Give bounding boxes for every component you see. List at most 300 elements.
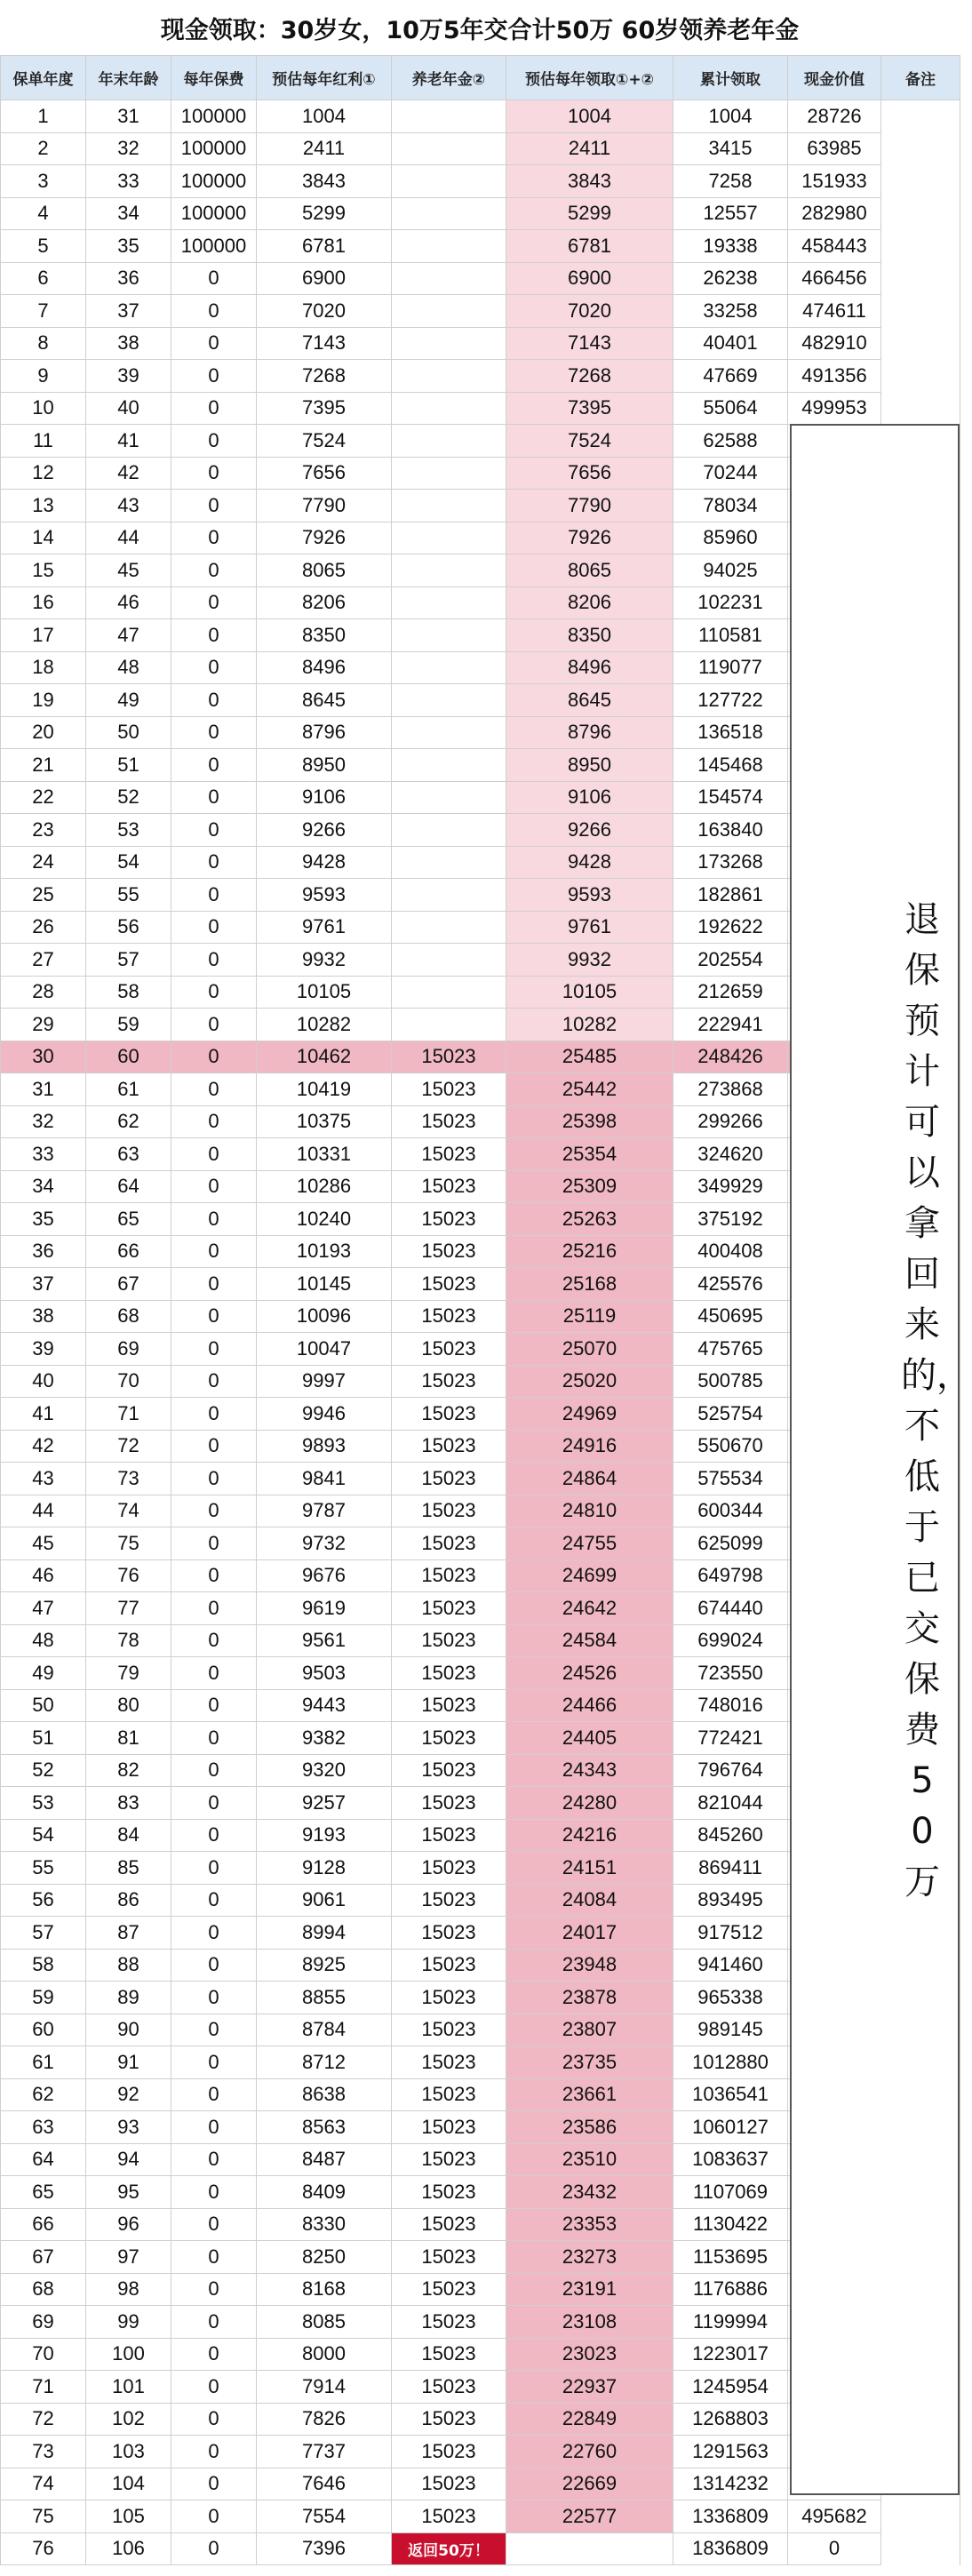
cell-pension: 15023 xyxy=(392,1819,506,1852)
cell-annual-total: 24969 xyxy=(506,1398,673,1431)
cell-premium: 0 xyxy=(171,2143,257,2176)
cell-dividend: 8855 xyxy=(257,1982,392,2014)
cell-pension: 15023 xyxy=(392,1527,506,1560)
cell-age: 73 xyxy=(86,1463,171,1495)
cell-annual-total: 9761 xyxy=(506,911,673,944)
cell-dividend: 9266 xyxy=(257,814,392,847)
cell-cumulative: 699024 xyxy=(673,1624,788,1657)
cell-annual-total xyxy=(506,2532,673,2565)
cell-dividend: 9893 xyxy=(257,1430,392,1463)
cell-cumulative: 450695 xyxy=(673,1300,788,1333)
cell-cash-value: 474611 xyxy=(788,295,881,328)
cell-premium: 0 xyxy=(171,457,257,490)
cell-cumulative: 1083637 xyxy=(673,2143,788,2176)
cell-annual-total: 25070 xyxy=(506,1333,673,1366)
cell-premium: 0 xyxy=(171,392,257,425)
cell-age: 89 xyxy=(86,1982,171,2014)
cell-policy-year: 18 xyxy=(1,651,86,684)
cell-policy-year: 71 xyxy=(1,2371,86,2404)
cell-cumulative: 3415 xyxy=(673,132,788,165)
cell-dividend: 10145 xyxy=(257,1268,392,1301)
cell-pension: 15023 xyxy=(392,2403,506,2436)
cell-policy-year: 32 xyxy=(1,1105,86,1138)
cell-premium: 0 xyxy=(171,846,257,879)
cell-annual-total: 24526 xyxy=(506,1657,673,1690)
cell-pension: 15023 xyxy=(392,1398,506,1431)
cell-annual-total: 25263 xyxy=(506,1203,673,1236)
cell-premium: 0 xyxy=(171,2046,257,2079)
cell-policy-year: 74 xyxy=(1,2468,86,2500)
cell-premium: 0 xyxy=(171,684,257,717)
cell-annual-total: 22669 xyxy=(506,2468,673,2500)
cell-annual-total: 24584 xyxy=(506,1624,673,1657)
cell-pension: 15023 xyxy=(392,1138,506,1171)
cell-age: 71 xyxy=(86,1398,171,1431)
cell-pension xyxy=(392,197,506,230)
cell-annual-total: 25216 xyxy=(506,1235,673,1268)
cell-policy-year: 35 xyxy=(1,1203,86,1236)
cell-dividend: 8000 xyxy=(257,2338,392,2371)
cell-cumulative: 1836809 xyxy=(673,2532,788,2565)
cell-cumulative: 941460 xyxy=(673,1949,788,1982)
cell-age: 32 xyxy=(86,132,171,165)
cell-premium: 0 xyxy=(171,1041,257,1073)
cell-policy-year: 58 xyxy=(1,1949,86,1982)
cell-annual-total: 23948 xyxy=(506,1949,673,1982)
cell-pension xyxy=(392,651,506,684)
cell-dividend: 8496 xyxy=(257,651,392,684)
cell-cumulative: 324620 xyxy=(673,1138,788,1171)
cell-dividend: 10105 xyxy=(257,976,392,1009)
cell-cumulative: 47669 xyxy=(673,360,788,393)
cell-policy-year: 48 xyxy=(1,1624,86,1657)
cell-age: 100 xyxy=(86,2338,171,2371)
cell-age: 76 xyxy=(86,1559,171,1592)
cell-premium: 100000 xyxy=(171,197,257,230)
cell-annual-total: 7656 xyxy=(506,457,673,490)
cell-annual-total: 22937 xyxy=(506,2371,673,2404)
cell-pension xyxy=(392,425,506,458)
cell-pension: 15023 xyxy=(392,1430,506,1463)
cell-dividend: 9503 xyxy=(257,1657,392,1690)
cell-dividend: 10282 xyxy=(257,1009,392,1041)
cell-premium: 0 xyxy=(171,1884,257,1917)
cell-cash-value: 499953 xyxy=(788,392,881,425)
cell-cumulative: 222941 xyxy=(673,1009,788,1041)
cell-age: 103 xyxy=(86,2436,171,2468)
cell-dividend: 8994 xyxy=(257,1917,392,1950)
cell-pension xyxy=(392,846,506,879)
cell-pension: 15023 xyxy=(392,1657,506,1690)
cell-pension xyxy=(392,262,506,295)
cell-remarks xyxy=(881,230,960,263)
cell-cumulative: 173268 xyxy=(673,846,788,879)
cell-premium: 100000 xyxy=(171,230,257,263)
cell-cumulative: 1336809 xyxy=(673,2500,788,2533)
cell-dividend: 9932 xyxy=(257,944,392,977)
cell-remarks xyxy=(881,327,960,360)
cell-age: 75 xyxy=(86,1527,171,1560)
cell-policy-year: 67 xyxy=(1,2241,86,2274)
cell-pension: 15023 xyxy=(392,1073,506,1106)
cell-premium: 0 xyxy=(171,1170,257,1203)
cell-premium: 0 xyxy=(171,2436,257,2468)
cell-policy-year: 7 xyxy=(1,295,86,328)
cell-premium: 0 xyxy=(171,1009,257,1041)
cell-annual-total: 7524 xyxy=(506,425,673,458)
cell-cumulative: 1107069 xyxy=(673,2176,788,2209)
cell-annual-total: 24699 xyxy=(506,1559,673,1592)
cell-annual-total: 24466 xyxy=(506,1689,673,1722)
cell-premium: 0 xyxy=(171,716,257,749)
cell-cumulative: 102231 xyxy=(673,586,788,619)
cell-annual-total: 7268 xyxy=(506,360,673,393)
cell-age: 64 xyxy=(86,1170,171,1203)
cell-dividend: 8950 xyxy=(257,749,392,782)
cell-cumulative: 12557 xyxy=(673,197,788,230)
cell-dividend: 1004 xyxy=(257,100,392,133)
cell-age: 33 xyxy=(86,165,171,198)
cell-annual-total: 24916 xyxy=(506,1430,673,1463)
cell-age: 102 xyxy=(86,2403,171,2436)
cell-dividend: 8784 xyxy=(257,2014,392,2046)
cell-pension xyxy=(392,716,506,749)
cell-premium: 0 xyxy=(171,1073,257,1106)
cell-annual-total: 23191 xyxy=(506,2273,673,2306)
cell-pension: 15023 xyxy=(392,1170,506,1203)
cell-premium: 0 xyxy=(171,1300,257,1333)
cell-age: 67 xyxy=(86,1268,171,1301)
cell-annual-total: 25442 xyxy=(506,1073,673,1106)
cell-age: 80 xyxy=(86,1689,171,1722)
cell-policy-year: 21 xyxy=(1,749,86,782)
cell-cumulative: 154574 xyxy=(673,781,788,814)
cell-age: 35 xyxy=(86,230,171,263)
cell-pension: 15023 xyxy=(392,2371,506,2404)
cell-age: 92 xyxy=(86,2078,171,2111)
cell-annual-total: 22577 xyxy=(506,2500,673,2533)
cell-policy-year: 27 xyxy=(1,944,86,977)
cell-age: 106 xyxy=(86,2532,171,2565)
cell-pension: 15023 xyxy=(392,1268,506,1301)
cell-cumulative: 965338 xyxy=(673,1982,788,2014)
cell-policy-year: 76 xyxy=(1,2532,86,2565)
cell-policy-year: 53 xyxy=(1,1787,86,1820)
cell-pension: 15023 xyxy=(392,2306,506,2339)
cell-annual-total: 2411 xyxy=(506,132,673,165)
cell-policy-year: 17 xyxy=(1,619,86,652)
cell-dividend: 7143 xyxy=(257,327,392,360)
cell-premium: 0 xyxy=(171,1657,257,1690)
cell-annual-total: 23661 xyxy=(506,2078,673,2111)
cell-pension: 15023 xyxy=(392,2176,506,2209)
cell-premium: 0 xyxy=(171,1138,257,1171)
cell-dividend: 9128 xyxy=(257,1852,392,1885)
cell-pension: 15023 xyxy=(392,1852,506,1885)
cell-age: 53 xyxy=(86,814,171,847)
cell-pension: 15023 xyxy=(392,1235,506,1268)
cell-age: 95 xyxy=(86,2176,171,2209)
cell-premium: 0 xyxy=(171,2078,257,2111)
cell-pension: 15023 xyxy=(392,2500,506,2533)
cell-annual-total: 22849 xyxy=(506,2403,673,2436)
cell-dividend: 9061 xyxy=(257,1884,392,1917)
cell-premium: 0 xyxy=(171,814,257,847)
cell-annual-total: 8796 xyxy=(506,716,673,749)
cell-annual-total: 24642 xyxy=(506,1592,673,1625)
cell-remarks xyxy=(881,295,960,328)
cell-policy-year: 31 xyxy=(1,1073,86,1106)
cell-cumulative: 33258 xyxy=(673,295,788,328)
cell-dividend: 8563 xyxy=(257,2111,392,2144)
cell-dividend: 10286 xyxy=(257,1170,392,1203)
cell-dividend: 7737 xyxy=(257,2436,392,2468)
cell-pension: 15023 xyxy=(392,1559,506,1592)
cell-remarks xyxy=(881,132,960,165)
cell-pension: 15023 xyxy=(392,1949,506,1982)
cell-remarks xyxy=(881,360,960,393)
cell-policy-year: 9 xyxy=(1,360,86,393)
cell-policy-year: 47 xyxy=(1,1592,86,1625)
cell-cumulative: 1314232 xyxy=(673,2468,788,2500)
cell-cash-value: 0 xyxy=(788,2532,881,2565)
cell-annual-total: 23273 xyxy=(506,2241,673,2274)
cell-premium: 0 xyxy=(171,490,257,522)
cell-age: 77 xyxy=(86,1592,171,1625)
cell-dividend: 7395 xyxy=(257,392,392,425)
cell-cash-value: 151933 xyxy=(788,165,881,198)
cell-pension xyxy=(392,911,506,944)
cell-pension: 15023 xyxy=(392,1203,506,1236)
cell-policy-year: 75 xyxy=(1,2500,86,2533)
cell-premium: 0 xyxy=(171,360,257,393)
remarks-note-box xyxy=(790,424,972,2495)
cell-age: 47 xyxy=(86,619,171,652)
cell-cumulative: 400408 xyxy=(673,1235,788,1268)
cell-cumulative: 136518 xyxy=(673,716,788,749)
remarks-note: 退保预计可以拿回来的，不低于已交保费50万 xyxy=(901,899,972,1902)
cell-cumulative: 1036541 xyxy=(673,2078,788,2111)
cell-annual-total: 23735 xyxy=(506,2046,673,2079)
cell-cumulative: 625099 xyxy=(673,1527,788,1560)
cell-annual-total: 23432 xyxy=(506,2176,673,2209)
cell-pension xyxy=(392,684,506,717)
cell-pension: 15023 xyxy=(392,1592,506,1625)
cell-dividend: 9257 xyxy=(257,1787,392,1820)
table-row xyxy=(1,197,960,230)
cell-cumulative: 772421 xyxy=(673,1722,788,1755)
cell-policy-year: 51 xyxy=(1,1722,86,1755)
cell-dividend: 2411 xyxy=(257,132,392,165)
cell-policy-year: 69 xyxy=(1,2306,86,2339)
cell-age: 101 xyxy=(86,2371,171,2404)
cell-dividend: 7554 xyxy=(257,2500,392,2533)
cell-premium: 0 xyxy=(171,2468,257,2500)
cell-annual-total: 25309 xyxy=(506,1170,673,1203)
cell-dividend: 9841 xyxy=(257,1463,392,1495)
cell-cumulative: 1199994 xyxy=(673,2306,788,2339)
cell-policy-year: 33 xyxy=(1,1138,86,1171)
cell-age: 88 xyxy=(86,1949,171,1982)
cell-premium: 0 xyxy=(171,2532,257,2565)
cell-policy-year: 3 xyxy=(1,165,86,198)
cell-premium: 0 xyxy=(171,1624,257,1657)
cell-age: 58 xyxy=(86,976,171,1009)
cell-premium: 0 xyxy=(171,1268,257,1301)
cell-policy-year: 19 xyxy=(1,684,86,717)
table-row xyxy=(1,230,960,263)
cell-dividend: 8206 xyxy=(257,586,392,619)
cell-cumulative: 94025 xyxy=(673,554,788,587)
cell-annual-total: 23108 xyxy=(506,2306,673,2339)
cell-pension: 15023 xyxy=(392,2111,506,2144)
cell-cumulative: 119077 xyxy=(673,651,788,684)
cell-premium: 0 xyxy=(171,2306,257,2339)
cell-dividend: 10047 xyxy=(257,1333,392,1366)
cell-remarks xyxy=(881,197,960,230)
table-row xyxy=(1,2500,960,2533)
cell-policy-year: 1 xyxy=(1,100,86,133)
cell-annual-total: 10105 xyxy=(506,976,673,1009)
cell-age: 99 xyxy=(86,2306,171,2339)
cell-pension: 15023 xyxy=(392,1495,506,1527)
cell-premium: 0 xyxy=(171,1463,257,1495)
cell-annual-total: 1004 xyxy=(506,100,673,133)
cell-age: 52 xyxy=(86,781,171,814)
cell-dividend: 8250 xyxy=(257,2241,392,2274)
cell-annual-total: 3843 xyxy=(506,165,673,198)
cell-remarks xyxy=(881,100,960,133)
cell-dividend: 8168 xyxy=(257,2273,392,2306)
header-cumulative: 累计领取 xyxy=(673,56,788,100)
cell-annual-total: 24755 xyxy=(506,1527,673,1560)
cell-policy-year: 40 xyxy=(1,1365,86,1398)
cell-age: 104 xyxy=(86,2468,171,2500)
cell-annual-total: 24864 xyxy=(506,1463,673,1495)
cell-policy-year: 62 xyxy=(1,2078,86,2111)
cell-premium: 0 xyxy=(171,1852,257,1885)
cell-age: 86 xyxy=(86,1884,171,1917)
cell-cumulative: 212659 xyxy=(673,976,788,1009)
cell-policy-year: 50 xyxy=(1,1689,86,1722)
cell-premium: 0 xyxy=(171,1333,257,1366)
cell-annual-total: 10282 xyxy=(506,1009,673,1041)
cell-cumulative: 674440 xyxy=(673,1592,788,1625)
cell-annual-total: 24151 xyxy=(506,1852,673,1885)
cell-age: 55 xyxy=(86,879,171,912)
table-row xyxy=(1,2532,960,2565)
cell-pension: 15023 xyxy=(392,1722,506,1755)
cell-cumulative: 299266 xyxy=(673,1105,788,1138)
cell-annual-total: 8496 xyxy=(506,651,673,684)
cell-dividend: 8085 xyxy=(257,2306,392,2339)
cell-cumulative: 525754 xyxy=(673,1398,788,1431)
cell-age: 87 xyxy=(86,1917,171,1950)
cell-pension xyxy=(392,944,506,977)
cell-policy-year: 14 xyxy=(1,522,86,554)
cell-dividend: 9787 xyxy=(257,1495,392,1527)
cell-age: 49 xyxy=(86,684,171,717)
cell-cumulative: 1268803 xyxy=(673,2403,788,2436)
cell-annual-total: 7790 xyxy=(506,490,673,522)
cell-pension: 15023 xyxy=(392,1689,506,1722)
table-row xyxy=(1,100,960,133)
cell-cash-value: 495682 xyxy=(788,2500,881,2533)
cell-annual-total: 7395 xyxy=(506,392,673,425)
cell-dividend: 8350 xyxy=(257,619,392,652)
cell-dividend: 7524 xyxy=(257,425,392,458)
cell-age: 61 xyxy=(86,1073,171,1106)
cell-pension xyxy=(392,814,506,847)
cell-cumulative: 78034 xyxy=(673,490,788,522)
cell-pension: 15023 xyxy=(392,1982,506,2014)
cell-cash-value: 482910 xyxy=(788,327,881,360)
cell-dividend: 9593 xyxy=(257,879,392,912)
cell-dividend: 10331 xyxy=(257,1138,392,1171)
cell-dividend: 9619 xyxy=(257,1592,392,1625)
cell-cash-value: 491356 xyxy=(788,360,881,393)
cell-dividend: 6781 xyxy=(257,230,392,263)
cell-pension xyxy=(392,554,506,587)
cell-age: 66 xyxy=(86,1235,171,1268)
cell-age: 91 xyxy=(86,2046,171,2079)
cell-age: 93 xyxy=(86,2111,171,2144)
cell-dividend: 10096 xyxy=(257,1300,392,1333)
cell-age: 70 xyxy=(86,1365,171,1398)
cell-pension: 15023 xyxy=(392,2338,506,2371)
cell-policy-year: 28 xyxy=(1,976,86,1009)
cell-age: 48 xyxy=(86,651,171,684)
cell-age: 62 xyxy=(86,1105,171,1138)
cell-cumulative: 1004 xyxy=(673,100,788,133)
cell-pension: 15023 xyxy=(392,2078,506,2111)
cell-cumulative: 248426 xyxy=(673,1041,788,1073)
cell-annual-total: 8950 xyxy=(506,749,673,782)
table-row xyxy=(1,327,960,360)
cell-policy-year: 65 xyxy=(1,2176,86,2209)
cell-age: 56 xyxy=(86,911,171,944)
cell-annual-total: 23510 xyxy=(506,2143,673,2176)
cell-age: 98 xyxy=(86,2273,171,2306)
cell-annual-total: 24810 xyxy=(506,1495,673,1527)
cell-cumulative: 55064 xyxy=(673,392,788,425)
cell-policy-year: 61 xyxy=(1,2046,86,2079)
cell-cumulative: 475765 xyxy=(673,1333,788,1366)
cell-age: 72 xyxy=(86,1430,171,1463)
cell-policy-year: 72 xyxy=(1,2403,86,2436)
table-row xyxy=(1,262,960,295)
cell-premium: 100000 xyxy=(171,165,257,198)
cell-dividend: 8796 xyxy=(257,716,392,749)
cell-dividend: 9561 xyxy=(257,1624,392,1657)
cell-age: 45 xyxy=(86,554,171,587)
cell-age: 43 xyxy=(86,490,171,522)
cell-pension xyxy=(392,295,506,328)
cell-remarks xyxy=(881,262,960,295)
header-cash-value: 现金价值 xyxy=(788,56,881,100)
cell-cumulative: 1245954 xyxy=(673,2371,788,2404)
cell-annual-total: 6900 xyxy=(506,262,673,295)
cell-age: 82 xyxy=(86,1754,171,1787)
cell-policy-year: 56 xyxy=(1,1884,86,1917)
cell-age: 41 xyxy=(86,425,171,458)
cell-policy-year: 41 xyxy=(1,1398,86,1431)
cell-premium: 0 xyxy=(171,619,257,652)
cell-annual-total: 24343 xyxy=(506,1754,673,1787)
cell-age: 57 xyxy=(86,944,171,977)
cell-annual-total: 24405 xyxy=(506,1722,673,1755)
cell-policy-year: 12 xyxy=(1,457,86,490)
